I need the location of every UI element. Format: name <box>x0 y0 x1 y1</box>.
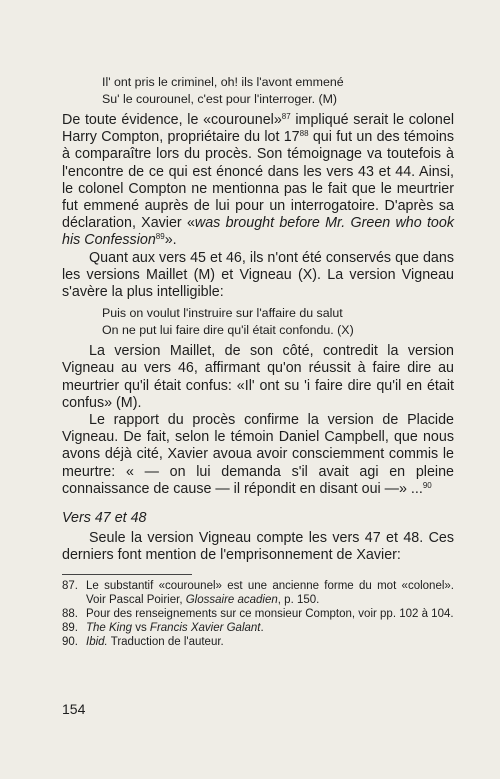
footnote-87: 87. Le substantif «courounel» est une ancienne forme du mot «colonel». Voir Pascal Poirier, Glossaire acadien, p. 150. <box>62 580 454 607</box>
verse-line: On ne put lui faire dire qu'il était confondu. (X) <box>102 323 354 338</box>
footnote-ref: 89 <box>155 232 165 242</box>
page-body <box>62 74 454 649</box>
paragraph-vers-45-46: Quant aux vers 45 et 46, ils n'ont été conservés que dans les versions Maillet (M) et Vigneau (X). La version Vigneau s'avère la plus intelligible: <box>62 249 454 301</box>
footnote-90: 90. Ibid. Traduction de l'auteur. <box>62 636 224 649</box>
verse-line: Su' le courounel, c'est pour l'interroger. (M) <box>102 92 338 106</box>
verse-line: Puis on voulut l'instruire sur l'affaire du salut <box>102 306 343 321</box>
footnote-88: 88. Pour des renseignements sur ce monsieur Compton, voir pp. 102 à 104. <box>62 608 454 621</box>
section-heading: Vers 47 et 48 <box>62 510 147 527</box>
paragraph-rapport-proces: Le rapport du procès confirme la version de Placide Vigneau. De fait, selon le témoin Daniel Campbell, que nous avons déjà cité, Xavier avoua avoir consciemment commis le meurtre: « — on lui demanda s'il avait agi en pleine connaissance de cause — il répondit en disant oui —» ...$^{90}$ <box>62 412 454 497</box>
footnote-89: 89. The King vs Francis Xavier Galant. <box>62 622 264 635</box>
footnote-ref: 87 <box>281 112 291 121</box>
page-number: 154 <box>62 701 86 717</box>
footnote-divider <box>62 574 192 575</box>
paragraph-vers-47-48: Seule la version Vigneau compte les vers 47 et 48. Ces derniers font mention de l'emprisonnement de Xavier: <box>62 530 454 564</box>
verse-quote-1 <box>102 74 454 108</box>
footnote-ref: 88 <box>299 129 309 139</box>
paragraph-version-maillet: La version Maillet, de son côté, contredit la version Vigneau au vers 46, affirmant qu'on réussit à faire dire au meurtrier qu'il était confus: «Il' ont su 'i faire dire qu'il en était confus» (M). <box>62 343 454 411</box>
verse-line: Il' ont pris le criminel, oh! ils l'avont emmené <box>102 75 344 89</box>
verse-quote-2 <box>102 305 454 339</box>
paragraph-compton: De toute évidence, le «courounel»$^{87}$ impliqué serait le colonel Harry Compton, propriétaire du lot $17^{88}$ qui fut un des témoins à comparaître lors du procès. Son témoignage va toutefois à l'encontre de ce qui est énoncé dans les vers 43 et 44. Ainsi, le colonel Compton ne mentionna pas le fait que le meurtrier fut emmené auprès de lui pour un interrogatoire. D'après sa déclaration, Xavier «was brought before Mr. Green who took his Confession$^{89}$». <box>62 112 454 249</box>
footnote-ref: 90 <box>422 480 432 490</box>
